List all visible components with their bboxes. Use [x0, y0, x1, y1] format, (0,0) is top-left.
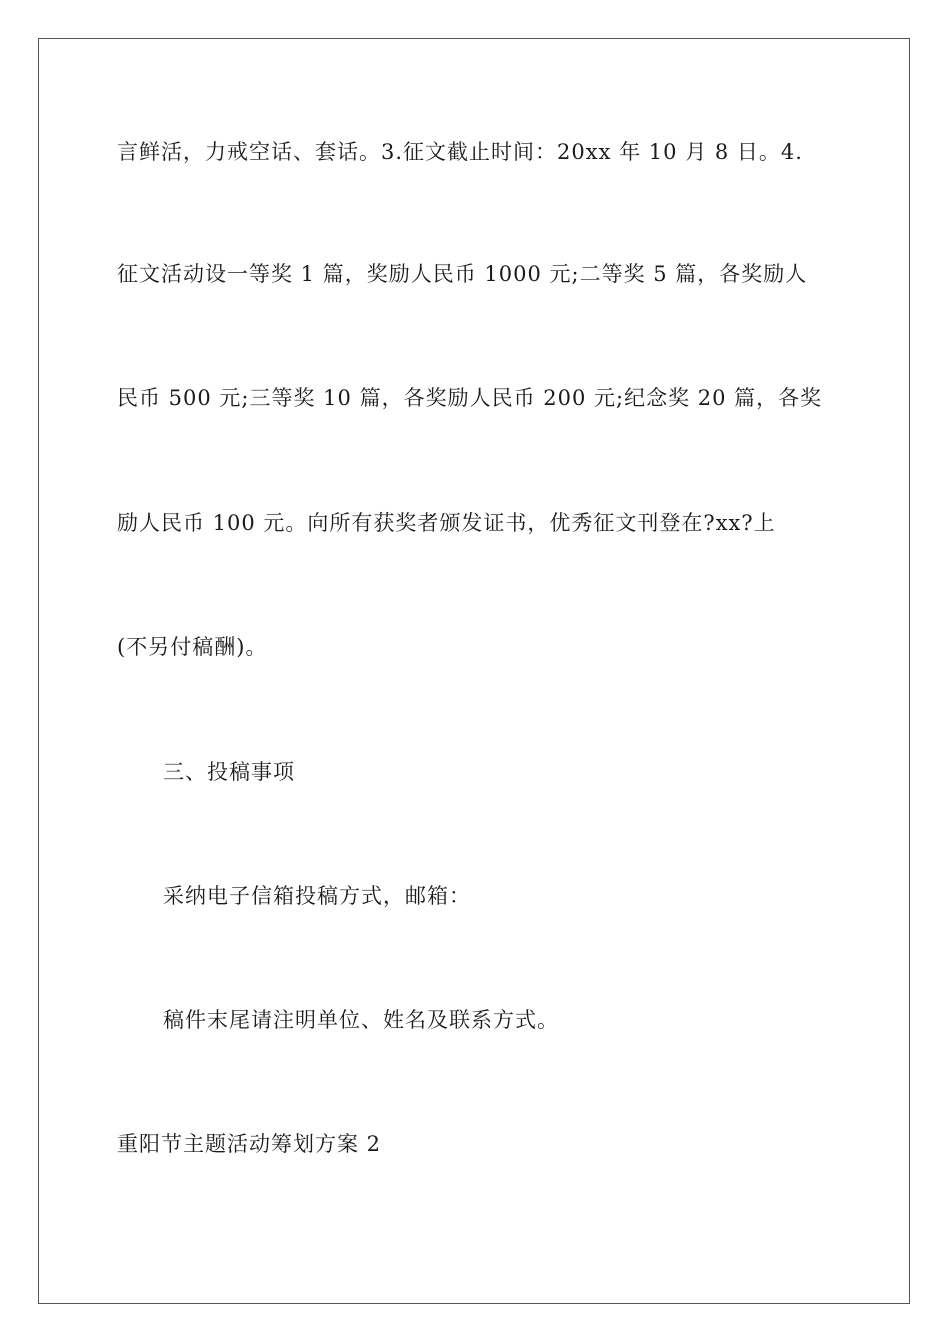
body-text-line: 励人民币 100 元。向所有获奖者颁发证书，优秀征文刊登在?xx?上: [117, 511, 776, 535]
body-text-line: 民币 500 元;三等奖 10 篇，各奖励人民币 200 元;纪念奖 20 篇，各奖: [117, 386, 823, 410]
section-heading: 三、投稿事项: [163, 760, 295, 784]
body-text-line: 征文活动设一等奖 1 篇，奖励人民币 1000 元;二等奖 5 篇，各奖励人: [117, 262, 808, 286]
paragraph: 采纳电子信箱投稿方式，邮箱：: [163, 884, 471, 908]
paragraph: 稿件末尾请注明单位、姓名及联系方式。: [163, 1008, 559, 1032]
document-title: 重阳节主题活动筹划方案 2: [117, 1132, 382, 1156]
body-text-line: 言鲜活，力戒空话、套话。3.征文截止时间：20xx 年 10 月 8 日。4.: [117, 140, 803, 164]
page-border: [38, 38, 910, 1304]
body-text-line: (不另付稿酬)。: [117, 635, 268, 659]
